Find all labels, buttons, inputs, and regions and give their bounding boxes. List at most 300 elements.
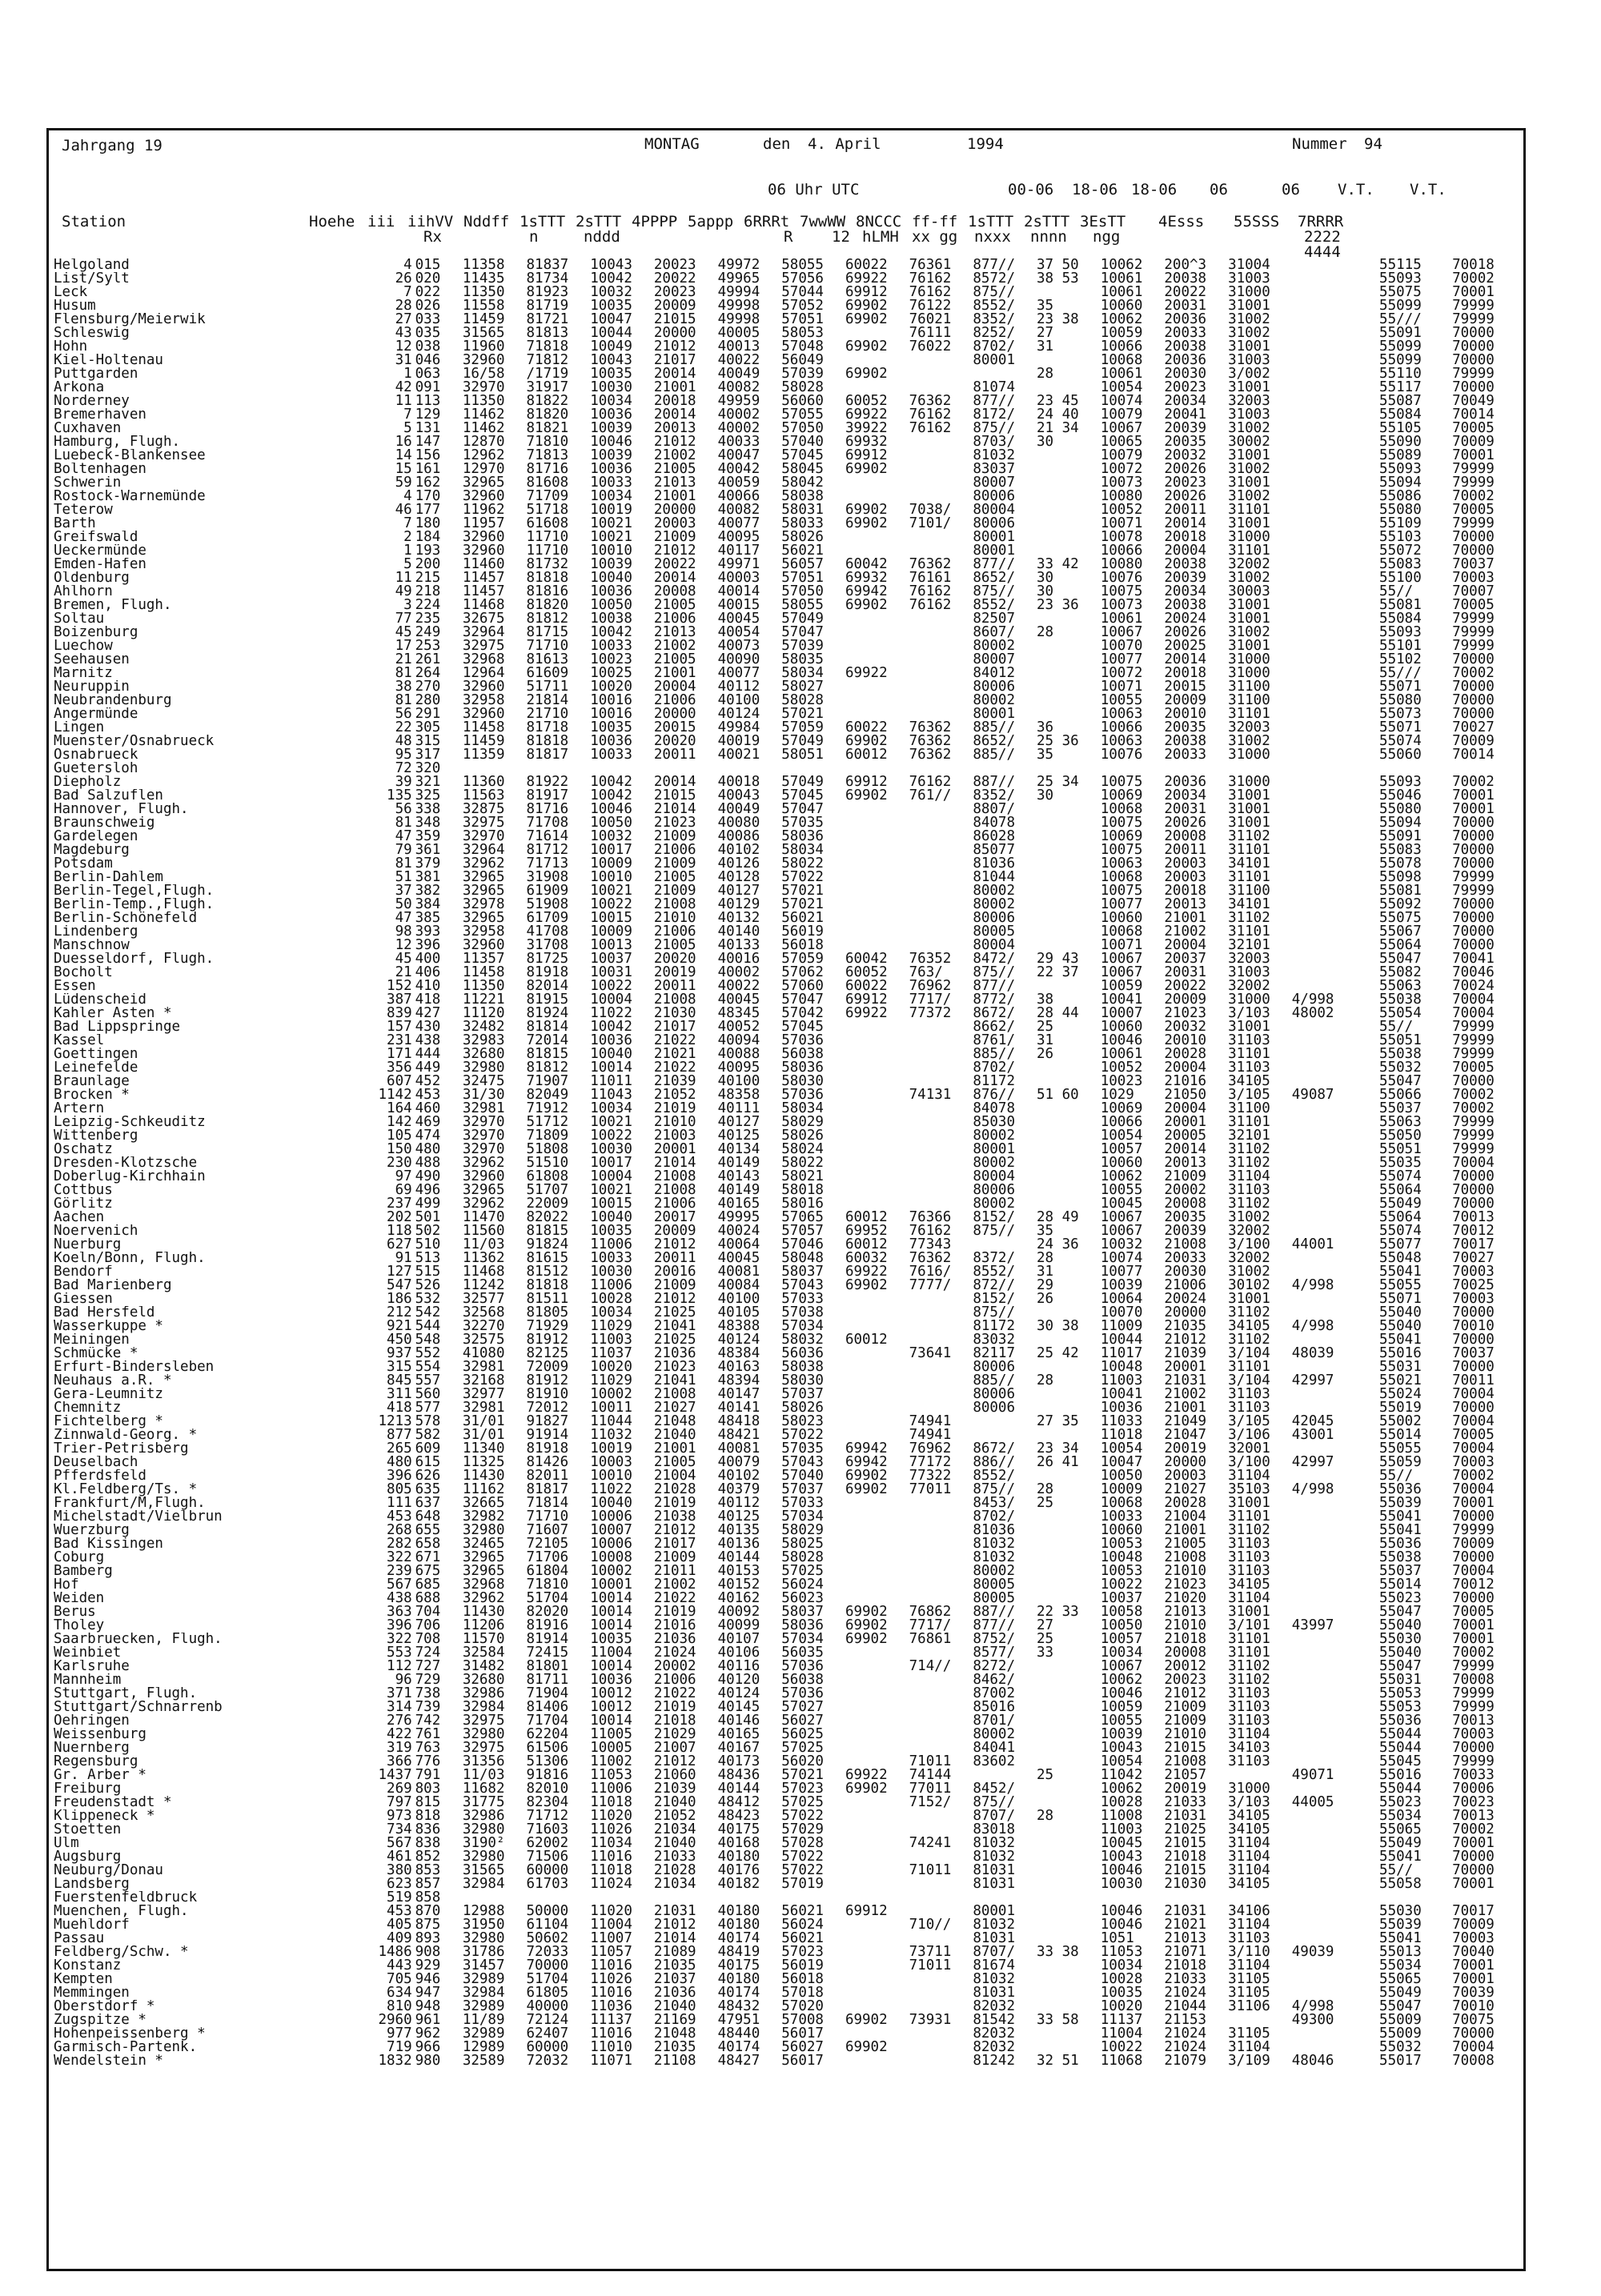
cell-7rrrr: 79999 [1452, 1660, 1495, 1673]
cell-nddff: 81818 [526, 1279, 569, 1292]
cell-2sttt: 21017 [653, 1537, 696, 1551]
cell-2sttt: 21038 [653, 1510, 696, 1524]
cell-7wwww [909, 1891, 973, 1905]
cell-7rrrr: 70000 [1452, 1360, 1495, 1374]
cell-7rrrr: 70002 [1452, 272, 1495, 286]
cell-iii: 406 [415, 966, 441, 980]
cell-hoehe: 21 [395, 966, 412, 980]
nummer-label: Nummer [1292, 135, 1347, 153]
cell-6rrrt: 69902 [845, 2041, 888, 2054]
cell-1sttt: 10022 [590, 980, 632, 993]
cell-5appp: 57028 [781, 1837, 824, 1850]
cell-station: Nuernberg [54, 1741, 130, 1755]
cell-7wwww [909, 435, 973, 449]
cell-7rrrr: 70009 [1452, 435, 1495, 449]
cell-iihvv: 11458 [462, 966, 505, 980]
cell-station: Artern [54, 1102, 105, 1116]
cell-2sttt-min: 21025 [1164, 1823, 1207, 1837]
cell-2sttt-min: 21047 [1164, 1428, 1207, 1442]
cell-7wwww [909, 1646, 973, 1660]
cell-7wwww [909, 816, 973, 830]
cell-7rrrr: 70039 [1452, 1986, 1495, 2000]
cell-7wwww [909, 1932, 973, 1945]
cell-5appp: 57022 [781, 1864, 824, 1877]
cell-8nccc [973, 1769, 1037, 1782]
cell-5appp: 56020 [781, 1755, 824, 1769]
col-nddff: Nddff [463, 213, 510, 230]
cell-55sss: 55080 [1379, 694, 1422, 707]
cell-hoehe: 443 [387, 1959, 412, 1973]
cell-ff-ff: 33 38 [1037, 1945, 1079, 1959]
cell-5appp: 56021 [781, 912, 824, 925]
cell-3estt: 31106 [1228, 2000, 1270, 2014]
col-hoehe: Hoehe [309, 213, 355, 230]
cell-iii: 321 [415, 775, 441, 789]
cell-7rrrr [1452, 762, 1523, 775]
cell-7rrrr: 70002 [1452, 1469, 1495, 1483]
cell-2sttt-min: 20011 [1164, 503, 1207, 517]
cell-nddff: 81923 [526, 286, 569, 299]
cell-station: Coburg [54, 1551, 105, 1565]
cell-7wwww: 76162 [909, 286, 952, 299]
cell-4pppp: 40049 [717, 367, 760, 381]
cell-hoehe: 127 [387, 1265, 412, 1279]
cell-7wwww [909, 1143, 973, 1156]
cell-station: Hohn [54, 340, 88, 354]
cell-7rrrr: 79999 [1452, 1116, 1495, 1129]
cell-1sttt: 10037 [590, 952, 632, 966]
cell-2sttt-min: 20014 [1164, 517, 1207, 531]
cell-1sttt-max: 10061 [1100, 1048, 1143, 1061]
cell-hoehe: 2960 [378, 2014, 412, 2027]
cell-4pppp: 40082 [717, 503, 760, 517]
table-row [49, 925, 1523, 939]
cell-1sttt-max: 10022 [1100, 2041, 1143, 2054]
cell-7rrrr: 79999 [1452, 871, 1495, 884]
cell-2sttt-min: 20025 [1164, 639, 1207, 653]
cell-5appp [781, 762, 845, 775]
cell-7rrrr: 70000 [1452, 1592, 1495, 1605]
cell-hoehe: 1 [403, 544, 412, 558]
cell-2sttt: 20016 [653, 1265, 696, 1279]
cell-4pppp: 40127 [717, 884, 760, 898]
cell-6rrrt: 69942 [845, 585, 888, 599]
cell-ff-ff: 29 43 [1037, 952, 1079, 966]
cell-station: Giessen [54, 1292, 113, 1306]
cell-4esss [1292, 1850, 1379, 1864]
cell-hoehe: 380 [387, 1864, 412, 1877]
cell-7rrrr: 70000 [1452, 1197, 1495, 1211]
cell-1sttt-max: 10069 [1100, 789, 1143, 803]
cell-hoehe: 48 [395, 735, 412, 748]
cell-4pppp: 40107 [717, 1633, 760, 1646]
cell-3estt: 31102 [1228, 1673, 1270, 1687]
table-row [49, 395, 1523, 408]
cell-4pppp: 40077 [717, 517, 760, 531]
cell-station: Tholey [54, 1619, 105, 1633]
cell-hoehe: 282 [387, 1537, 412, 1551]
cell-8nccc: 877// [973, 1619, 1016, 1633]
cell-7rrrr: 70004 [1452, 1007, 1495, 1020]
cell-station: Mannheim [54, 1673, 122, 1687]
cell-hoehe: 37 [395, 884, 412, 898]
cell-7wwww: 74241 [909, 1837, 952, 1850]
cell-4esss [1292, 1510, 1379, 1524]
cell-4pppp: 48388 [717, 1320, 760, 1333]
cell-7rrrr: 79999 [1452, 1143, 1495, 1156]
cell-2sttt: 21039 [653, 1782, 696, 1796]
cell-2sttt-min: 21012 [1164, 1333, 1207, 1347]
cell-2sttt-min: 21035 [1164, 1320, 1207, 1333]
cell-iihvv: 32962 [462, 1156, 505, 1170]
cell-8nccc: 80001 [973, 354, 1016, 367]
cell-iihvv: 31482 [462, 1660, 505, 1673]
cell-7wwww: 76161 [909, 571, 952, 585]
cell-8nccc: 8462/ [973, 1673, 1016, 1687]
cell-1sttt-max: 10060 [1100, 1156, 1143, 1170]
cell-ff-ff [1037, 1551, 1101, 1565]
table-row [49, 1415, 1523, 1428]
cell-hoehe: 2 [403, 531, 412, 544]
table-row [49, 789, 1523, 803]
cell-6rrrt [845, 1796, 909, 1809]
cell-55sss: 55060 [1379, 748, 1422, 762]
cell-55sss: 55031 [1379, 1360, 1422, 1374]
cell-5appp: 57055 [781, 408, 824, 422]
cell-hoehe: 553 [387, 1646, 412, 1660]
cell-nddff: 81812 [526, 1061, 569, 1075]
cell-iihvv: 32958 [462, 694, 505, 707]
cell-4esss [1292, 1360, 1379, 1374]
cell-iii: 947 [415, 1986, 441, 2000]
cell-4esss [1292, 1197, 1379, 1211]
cell-1sttt: 10033 [590, 1252, 632, 1265]
cell-station: Luechow [54, 639, 113, 653]
cell-7rrrr: 79999 [1452, 639, 1495, 653]
cell-hoehe: 212 [387, 1306, 412, 1320]
cell-2sttt: 21035 [653, 1959, 696, 1973]
cell-ff-ff [1037, 476, 1101, 490]
cell-4pppp: 40015 [717, 599, 760, 612]
cell-iihvv: 11960 [462, 340, 505, 354]
cell-55sss: 55071 [1379, 1292, 1422, 1306]
cell-hoehe: 1142 [378, 1088, 412, 1102]
cell-7wwww: 73931 [909, 2014, 952, 2027]
cell-7rrrr: 70001 [1452, 1877, 1495, 1891]
cell-8nccc: 80002 [973, 639, 1016, 653]
cell-3estt: 32002 [1228, 558, 1270, 571]
cell-iii: 635 [415, 1483, 441, 1497]
cell-2sttt: 21012 [653, 1238, 696, 1252]
table-row [49, 694, 1523, 707]
cell-1sttt: 10039 [590, 422, 632, 435]
cell-3estt: 31104 [1228, 1850, 1270, 1864]
cell-7wwww [909, 707, 973, 721]
cell-2sttt: 20015 [653, 721, 696, 735]
cell-55sss: 55031 [1379, 1673, 1422, 1687]
cell-4pppp: 40092 [717, 1605, 760, 1619]
cell-5appp: 56025 [781, 1728, 824, 1741]
cell-station: Muehldorf [54, 1918, 130, 1932]
cell-7wwww: 71011 [909, 1864, 952, 1877]
cell-2sttt-min: 20038 [1164, 340, 1207, 354]
cell-7wwww [909, 1061, 973, 1075]
cell-1sttt-max: 10077 [1100, 1265, 1143, 1279]
cell-hoehe: 363 [387, 1605, 412, 1619]
cell-nddff: 82049 [526, 1088, 569, 1102]
cell-1sttt-max: 10055 [1100, 1714, 1143, 1728]
cell-iii: 315 [415, 735, 441, 748]
cell-station: Zinnwald-Georg. * [54, 1428, 198, 1442]
cell-station: Ahlhorn [54, 585, 113, 599]
cell-7wwww [909, 925, 973, 939]
cell-2sttt-min: 20008 [1164, 1197, 1207, 1211]
table-row [49, 1320, 1523, 1333]
cell-iii: 708 [415, 1633, 441, 1646]
cell-6rrrt [845, 1932, 909, 1945]
cell-station: Wuerzburg [54, 1524, 130, 1537]
cell-3estt: 31102 [1228, 1333, 1270, 1347]
cell-7wwww [909, 762, 973, 775]
cell-4pppp: 40126 [717, 857, 760, 871]
cell-55sss: 55041 [1379, 1265, 1422, 1279]
cell-7rrrr: 70000 [1452, 1741, 1495, 1755]
cell-4esss [1292, 939, 1379, 952]
table-row [49, 952, 1523, 966]
cell-2sttt-min: 21009 [1164, 1170, 1207, 1184]
cell-ff-ff: 35 [1037, 299, 1054, 313]
cell-4pppp: 40129 [717, 898, 760, 912]
cell-hoehe: 387 [387, 993, 412, 1007]
cell-1sttt: 10050 [590, 816, 632, 830]
cell-7rrrr: 70003 [1452, 1728, 1495, 1741]
cell-5appp: 56021 [781, 1905, 824, 1918]
cell-4esss [1292, 707, 1379, 721]
cell-iihvv: 32977 [462, 1388, 505, 1401]
cell-2sttt-min: 20018 [1164, 667, 1207, 680]
cell-4esss [1292, 1442, 1379, 1456]
cell-1sttt-max: 10061 [1100, 612, 1143, 626]
cell-2sttt: 21008 [653, 1184, 696, 1197]
cell-1sttt-max: 10077 [1100, 898, 1143, 912]
table-row [49, 299, 1523, 313]
cell-iihvv: 32984 [462, 1986, 505, 2000]
cell-station: Freiburg [54, 1782, 122, 1796]
table-row [49, 1728, 1523, 1741]
year: 1994 [967, 135, 1004, 153]
cell-2sttt: 21040 [653, 2000, 696, 2014]
weekday: MONTAG [644, 135, 700, 153]
cell-station: Oschatz [54, 1143, 113, 1156]
cell-4esss [1292, 435, 1379, 449]
cell-hoehe: 7 [403, 517, 412, 531]
cell-4esss [1292, 775, 1379, 789]
cell-55sss: 55099 [1379, 299, 1422, 313]
cell-1sttt: 10007 [590, 1524, 632, 1537]
cell-4pppp: 40175 [717, 1823, 760, 1837]
cell-5appp: 57059 [781, 721, 824, 735]
cell-55sss: 55094 [1379, 816, 1422, 830]
cell-8nccc: 8152/ [973, 1292, 1016, 1306]
table-row [49, 1633, 1523, 1646]
cell-4pppp: 40045 [717, 1252, 760, 1265]
cell-6rrrt [845, 1864, 909, 1877]
cell-station: Erfurt-Bindersleben [54, 1360, 215, 1374]
cell-4esss [1292, 544, 1379, 558]
cell-8nccc [973, 1891, 1037, 1905]
cell-4esss [1292, 1211, 1379, 1224]
cell-iihvv: 11457 [462, 585, 505, 599]
cell-ff-ff: 30 [1037, 585, 1054, 599]
cell-4pppp: 40112 [717, 1497, 760, 1510]
cell-1sttt-max: 10080 [1100, 558, 1143, 571]
cell-2sttt-min: 20018 [1164, 531, 1207, 544]
cell-6rrrt: 69902 [845, 463, 888, 476]
cell-iihvv: 31/01 [462, 1428, 505, 1442]
cell-iii: 452 [415, 1075, 441, 1088]
cell-6rrrt [845, 1184, 909, 1197]
cell-iihvv: 32970 [462, 381, 505, 395]
cell-2sttt: 21039 [653, 1075, 696, 1088]
cell-iihvv: 32270 [462, 1320, 505, 1333]
cell-4esss [1292, 816, 1379, 830]
cell-iihvv: 11430 [462, 1469, 505, 1483]
cell-4esss [1292, 340, 1379, 354]
cell-8nccc: 8701/ [973, 1714, 1016, 1728]
cell-7rrrr: 70046 [1452, 966, 1495, 980]
cell-5appp: 56024 [781, 1578, 824, 1592]
cell-2sttt-min: 20022 [1164, 980, 1207, 993]
cell-55sss: 55099 [1379, 340, 1422, 354]
cell-2sttt-min: 21024 [1164, 2041, 1207, 2054]
cell-1sttt: 10032 [590, 830, 632, 843]
table-row [49, 1755, 1523, 1769]
cell-1sttt: 11034 [590, 1837, 632, 1850]
cell-3estt: 31101 [1228, 1646, 1270, 1660]
cell-7wwww [909, 1374, 973, 1388]
cell-hoehe: 12 [395, 340, 412, 354]
cell-4pppp: 40112 [717, 680, 760, 694]
cell-8nccc: 872// [973, 1279, 1016, 1292]
cell-ff-ff [1037, 1116, 1101, 1129]
cell-6rrrt: 69942 [845, 1456, 888, 1469]
cell-4esss [1292, 762, 1379, 775]
cell-2sttt-min: 20000 [1164, 1456, 1207, 1469]
cell-8nccc: 83037 [973, 463, 1016, 476]
table-row [49, 1347, 1523, 1360]
cell-2sttt: 21011 [653, 1565, 696, 1578]
cell-4esss [1292, 1918, 1379, 1932]
cell-ff-ff [1037, 1755, 1101, 1769]
cell-7wwww [909, 857, 973, 871]
cell-1sttt: 11022 [590, 1007, 632, 1020]
table-row [49, 1537, 1523, 1551]
cell-1sttt: 10042 [590, 775, 632, 789]
table-row [49, 803, 1523, 816]
cell-7wwww [909, 1102, 973, 1116]
cell-6rrrt: 60032 [845, 1252, 888, 1265]
cell-6rrrt [845, 830, 909, 843]
cell-5appp: 57050 [781, 422, 824, 435]
cell-4esss [1292, 1809, 1379, 1823]
cell-3estt: 32003 [1228, 395, 1270, 408]
cell-2sttt-min: 20004 [1164, 1102, 1207, 1116]
cell-55sss: 55087 [1379, 395, 1422, 408]
cell-8nccc: 80002 [973, 1129, 1016, 1143]
cell-iihvv: 11558 [462, 299, 505, 313]
cell-2sttt: 20002 [653, 1660, 696, 1673]
cell-iii: 554 [415, 1360, 441, 1374]
cell-8nccc [973, 1428, 1037, 1442]
cell-hoehe: 152 [387, 980, 412, 993]
cell-4esss [1292, 1224, 1379, 1238]
cell-1sttt-max: 10062 [1100, 1782, 1143, 1796]
cell-nddff: 71907 [526, 1075, 569, 1088]
cell-2sttt: 21013 [653, 476, 696, 490]
cell-7rrrr: 70006 [1452, 1782, 1495, 1796]
cell-hoehe: 4 [403, 258, 412, 272]
cell-8nccc: 8672/ [973, 1007, 1016, 1020]
cell-4esss [1292, 912, 1379, 925]
cell-5appp: 57019 [781, 1877, 824, 1891]
table-row [49, 1578, 1523, 1592]
cell-1sttt-max: 10028 [1100, 1973, 1143, 1986]
cell-hoehe: 5 [403, 422, 412, 435]
cell-5appp: 58032 [781, 1333, 824, 1347]
cell-2sttt: 21030 [653, 1007, 696, 1020]
cell-hoehe: 69 [395, 1184, 412, 1197]
cell-4esss [1292, 898, 1379, 912]
cell-1sttt: 10019 [590, 503, 632, 517]
cell-1sttt: 10036 [590, 408, 632, 422]
table-row [49, 843, 1523, 857]
cell-6rrrt: 60012 [845, 1211, 888, 1224]
cell-1sttt-max: 10041 [1100, 993, 1143, 1007]
cell-1sttt-max: 10052 [1100, 1061, 1143, 1075]
cell-5appp: 57034 [781, 1633, 824, 1646]
cell-4pppp: 40180 [717, 1918, 760, 1932]
cell-3estt: 31104 [1228, 1959, 1270, 1973]
cell-nddff: 81406 [526, 1701, 569, 1714]
cell-1sttt: 10030 [590, 1265, 632, 1279]
cell-iii: 359 [415, 830, 441, 843]
cell-6rrrt [845, 1837, 909, 1850]
cell-iii: 381 [415, 871, 441, 884]
cell-8nccc: 81032 [973, 449, 1016, 463]
cell-4esss: 4/998 [1291, 1320, 1334, 1333]
cell-2sttt-min: 20035 [1164, 1211, 1207, 1224]
cell-1sttt-max: 10054 [1100, 1442, 1143, 1456]
cell-ff-ff [1037, 381, 1101, 395]
cell-55sss: 55039 [1379, 1918, 1422, 1932]
cell-hoehe: 202 [387, 1211, 412, 1224]
cell-iihvv: 11362 [462, 1252, 505, 1265]
cell-4esss: 48002 [1291, 1007, 1334, 1020]
cell-station: Bad Marienberg [54, 1279, 172, 1292]
cell-1sttt-max: 10033 [1100, 1510, 1143, 1524]
cell-nddff: 61104 [526, 1918, 569, 1932]
cell-7rrrr: 70041 [1452, 952, 1495, 966]
cell-nddff: 51306 [526, 1755, 569, 1769]
cell-4pppp: 40173 [717, 1755, 760, 1769]
cell-55sss: 55049 [1379, 1197, 1422, 1211]
cell-station: Leinefelde [54, 1061, 138, 1075]
cell-2sttt-min: 21018 [1164, 1959, 1207, 1973]
cell-hoehe: 50 [395, 898, 412, 912]
cell-2sttt: 21001 [653, 1442, 696, 1456]
cell-iihvv: 12962 [462, 449, 505, 463]
cell-7wwww [909, 1714, 973, 1728]
